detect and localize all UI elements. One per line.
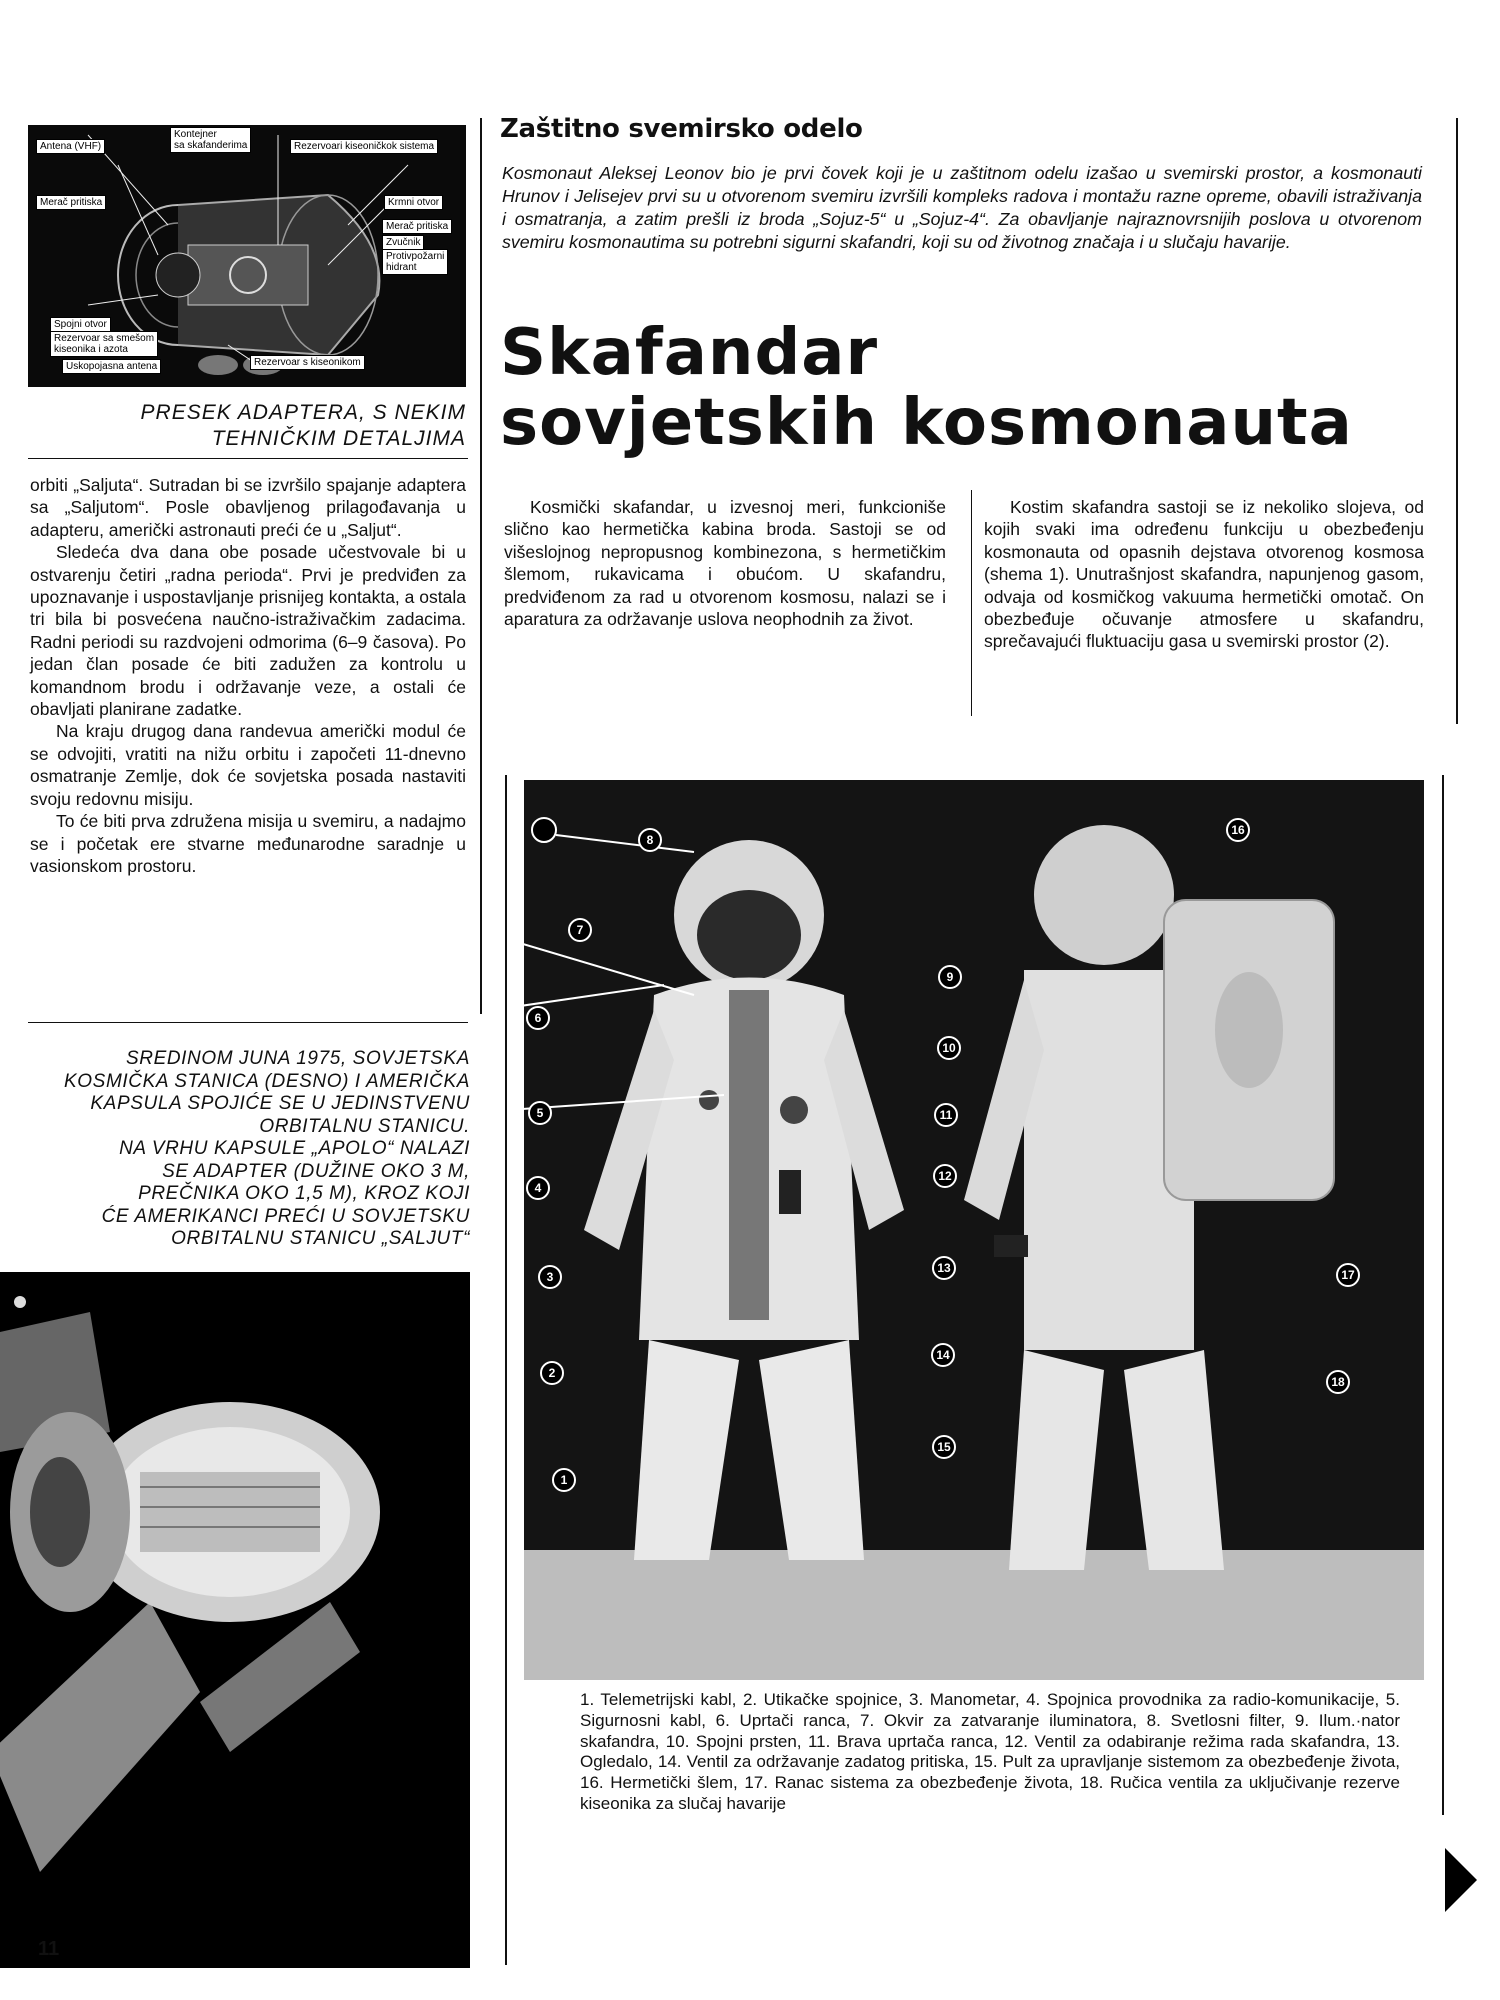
station-caption-line: ORBITALNU STANICU „SALJUT“	[171, 1228, 470, 1249]
callout-marker	[933, 1257, 955, 1279]
callout-label: 6	[534, 1011, 542, 1025]
article-subheading: Zaštitno svemirsko odelo	[500, 114, 863, 144]
callout-marker	[932, 1344, 954, 1366]
lower-caption-rule	[28, 1022, 468, 1023]
left-column-text	[30, 474, 466, 877]
photo-number-callouts	[500, 770, 1460, 1710]
callout-marker	[569, 919, 591, 941]
callout-label: 2	[548, 1366, 556, 1380]
space-station-photo	[0, 1272, 470, 1968]
next-page-arrow-icon	[1445, 1848, 1477, 1912]
article-column-1	[504, 496, 946, 630]
station-caption-line: SE ADAPTER (DUŽINE OKO 3 M,	[162, 1160, 470, 1182]
label-container: Kontejner sa skafanderima	[170, 127, 251, 153]
label-pressure-gauge-right: Merač pritiska	[382, 219, 452, 234]
station-caption-line: NA VRHU KAPSULE „APOLO“ NALAZI	[119, 1138, 470, 1159]
station-caption-line: SREDINOM JUNA 1975, SOVJETSKA	[125, 1048, 470, 1069]
callout-marker	[933, 1436, 955, 1458]
callout-label: 7	[576, 923, 584, 937]
page-number: 11	[38, 1938, 60, 1960]
callout-marker	[527, 1177, 549, 1199]
callout-label: 8	[646, 833, 654, 847]
callout-label: 17	[1341, 1268, 1355, 1282]
callout-label: 10	[942, 1041, 956, 1055]
label-oxygen-reservoir: Rezervoar s kiseonikom	[250, 355, 365, 370]
callout-marker	[939, 966, 961, 988]
callout-marker	[1327, 1371, 1349, 1393]
left-paragraph-4: To će biti prva združena misija u svemiru, a nadajmo se i početak ere stvarne međunarodne saradnje u vasionskom prostoru.	[30, 811, 466, 876]
article-intro: Kosmonaut Aleksej Leonov bio je prvi čovek koji je u zaštitnom odelu izašao u svemirski prostor, a kosmonauti Hrunov i Jelisejev prvi su u otvorenom svemiru izvršili kompleks radova i montažu razne opreme, obavili istraživanja i osmatranja, a zatim prešli iz broda „Sojuz-5“ u „Sojuz-4“. Za obavljanje najraznovrsnijih poslova u otvorenom svemiru kosmonautima su potrebni sigurni skafandri, koji su od životnog značaja i u slučaju havarije.	[502, 163, 1422, 252]
article-column-2	[984, 496, 1424, 653]
callout-marker	[934, 1165, 956, 1187]
label-pressure-gauge-left: Merač pritiska	[36, 195, 106, 210]
label-mix-reservoir: Rezervoar sa smešom kiseonika i azota	[50, 331, 158, 357]
label-antenna: Antena (VHF)	[36, 139, 105, 154]
spacesuit-photo-caption: 1. Telemetrijski kabl, 2. Utikačke spojnice, 3. Manometar, 4. Spojnica provodnika za radio-komunikacije, 5. Sigurnosni kabl, 6. Uprtači ranca, 7. Okvir za zatvaranje iluminatora, 8. Svetlosni filter, 9. Ilum.·nator skafandra, 10. Spojni prsten, 11. Brava uprtača ranca, 12. Ventil za odabiranje režima rada skafandra, 13. Ogledalo, 14. Ventil za održavanje zadatog pritiska, 15. Pult za upravljanje sistemom za obezbeđenje života, 16. Hermetički šlem, 17. Ranac sistema za obezbeđenje života, 18. Ručica ventila za uključivanje rezerve kiseonika za slučaj havarije	[580, 1690, 1400, 1813]
callout-label: 4	[534, 1181, 542, 1195]
callout-label: 1	[560, 1473, 568, 1487]
left-paragraph-3: Na kraju drugog dana randevua američki modul će se odvojiti, vratiti na nižu orbitu i započeti 11-dnevno osmatranje Zemlje, dok će sovjetska posada nastaviti svoju redovnu misiju.	[30, 721, 466, 809]
article-column-1-text: Kosmički skafandar, u izvesnoj meri, funkcioniše slično kao hermetička kabina broda. Sastoji se od višeslojnog nepropusnog kombinezona, s hermetičkim šlemom, rukavicama i obućom. U skafandru, predviđenom za rad u otvorenom kosmosu, nalazi se i aparatura za održavanje uslova neophodnih za život.	[504, 497, 946, 630]
station-caption-line: KOSMIČKA STANICA (DESNO) I AMERIČKA	[64, 1070, 470, 1092]
callout-marker	[935, 1104, 957, 1126]
station-caption-line: PREČNIKA OKO 1,5 M), KROZ KOJI	[138, 1183, 470, 1204]
headline-line-2: sovjetskih kosmonauta	[500, 386, 1353, 460]
callout-marker	[938, 1037, 960, 1059]
callout-label: 18	[1331, 1375, 1345, 1389]
station-caption	[0, 1048, 470, 1251]
article-headline	[500, 318, 1353, 458]
label-hatch: Krmni otvor	[384, 195, 443, 210]
callout-label: 12	[938, 1169, 952, 1183]
callout-label: 15	[937, 1440, 951, 1454]
adapter-cross-section-diagram	[28, 125, 466, 387]
label-connecting-hatch: Spojni otvor	[50, 317, 111, 332]
station-caption-line: ĆE AMERIKANCI PREĆI U SOVJETSKU	[101, 1205, 470, 1227]
upper-caption-rule	[28, 458, 468, 459]
callout-label: 16	[1231, 823, 1245, 837]
callout-marker	[639, 829, 661, 851]
callout-marker	[553, 1469, 575, 1491]
diagram-caption: PRESEK ADAPTERA, S NEKIM TEHNIČKIM DETALJIMA	[140, 401, 466, 450]
station-caption-line: ORBITALNU STANICU.	[259, 1115, 470, 1137]
callout-marker	[1337, 1264, 1359, 1286]
callout-marker	[539, 1266, 561, 1288]
article-column-2-text: Kostim skafandra sastoji se iz nekoliko slojeva, od kojih svaki ima određenu funkciju u obezbeđenju kosmonauta od opasnih dejstava otvorenog kosmosa (shema 1). Unutrašnjost skafandra, napunjenog gasom, odvaja od kosmičkog vakuuma hermetički omotač. On obezbeđuje očuvanje atmosfere u skafandru, sprečavajući fluktuaciju gasa u svemirski prostor (2).	[984, 497, 1424, 652]
article-column-divider	[971, 490, 972, 716]
callout-label: 11	[939, 1108, 953, 1122]
callout-label: 14	[936, 1348, 950, 1362]
callout-label: 13	[937, 1261, 951, 1275]
left-paragraph-2: Sledeća dva dana obe posade učestvovale bi u ostvarenju četiri „radna perioda“. Prvi je predviđen za upoznavanje i uspostavljanje prisnijeg kontakta, a ostala tri bila bi posvećena naučno-istraživačkim zadacima. Radni periodi su razdvojeni odmorima (6–9 časova). Po jedan član posade će biti zadužen za kontrolu u komandnom brodu i održavanje veze, a ostali će obavljati planirane zadatke.	[30, 542, 466, 720]
callout-marker	[529, 1102, 551, 1124]
callout-marker	[541, 1362, 563, 1384]
left-column-rule	[480, 118, 482, 1014]
label-narrowband-antenna: Uskopojasna antena	[62, 359, 161, 374]
station-caption-line: KAPSULA SPOJIĆE SE U JEDINSTVENU	[90, 1093, 470, 1114]
headline-line-1: Skafandar	[500, 316, 878, 390]
callout-label: 3	[546, 1270, 554, 1284]
right-page-rule	[1456, 118, 1458, 724]
label-oxygen-reservoirs: Rezervoari kiseoničkok sistema	[290, 139, 438, 154]
callout-label: 9	[946, 970, 954, 984]
left-paragraph-1: orbiti „Saljuta“. Sutradan bi se izvršilo spajanje adaptera sa „Saljutom“. Posle obavljenog prilagođavanja u adapteru, američki astronauti preći će u „Saljut“.	[30, 475, 466, 540]
space-station-illustration	[0, 1272, 470, 1968]
label-hydrant: Protivpožarni hidrant	[382, 249, 448, 275]
callout-marker	[527, 1007, 549, 1029]
callout-marker	[1227, 819, 1249, 841]
label-speaker: Zvučnik	[382, 235, 424, 250]
callout-label: 5	[536, 1106, 544, 1120]
